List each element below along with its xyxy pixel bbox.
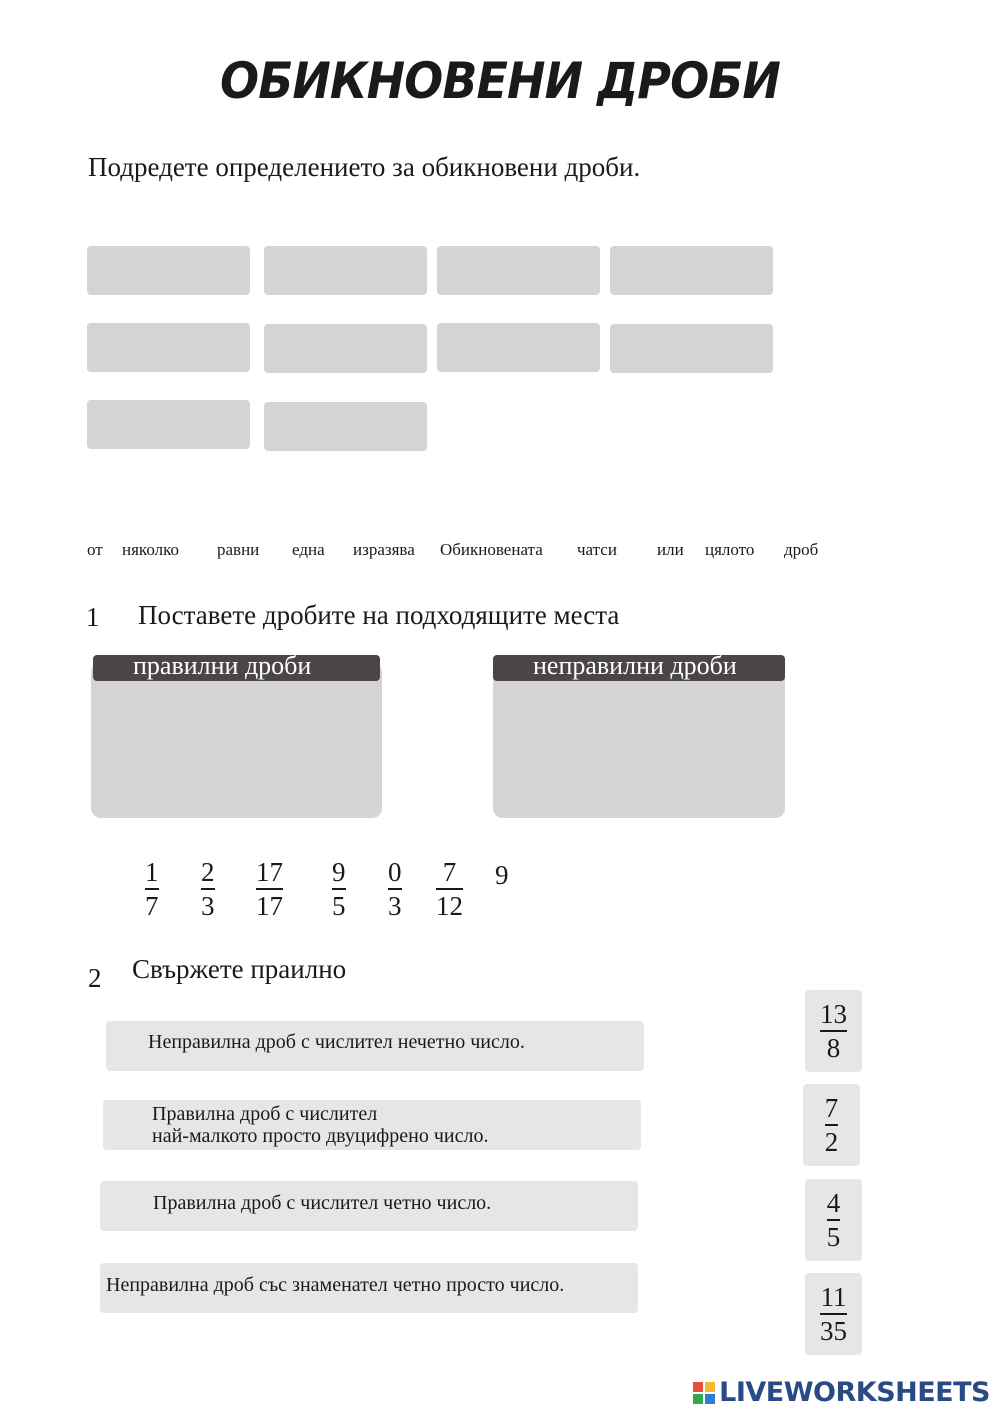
task1-instruction: Поставете дробите на подходящите места: [138, 600, 620, 630]
match-fraction-card[interactable]: [803, 1084, 860, 1166]
drop-slot[interactable]: [264, 324, 427, 373]
task2-instruction: Свържете праилно: [132, 954, 347, 984]
fraction-tile[interactable]: [388, 856, 402, 922]
whole-number-tile[interactable]: 9: [495, 860, 509, 890]
word-tile[interactable]: няколко: [122, 540, 179, 559]
fraction-tile[interactable]: [436, 856, 463, 922]
numerator: 2: [201, 857, 215, 887]
numerator: 7: [442, 857, 457, 887]
match-statement[interactable]: [100, 1263, 638, 1313]
improper-fractions-heading: неправилни дроби: [493, 655, 785, 681]
word-tile[interactable]: една: [292, 540, 325, 559]
logo-icon: [693, 1382, 715, 1404]
statement-line: Правилна дроб с числител: [152, 1103, 378, 1125]
denominator: 35: [820, 1315, 847, 1346]
denominator: 8: [826, 1032, 841, 1063]
numerator: 1: [145, 857, 159, 887]
fraction-tile[interactable]: [332, 856, 346, 922]
logo-text: LIVEWORKSHEETS: [719, 1377, 990, 1408]
denominator: 3: [388, 890, 402, 921]
denominator: 3: [201, 890, 215, 921]
match-fraction-card[interactable]: [805, 990, 862, 1072]
liveworksheets-logo: [693, 1377, 990, 1408]
drop-slot[interactable]: [87, 323, 250, 372]
word-tile[interactable]: цялото: [705, 540, 755, 559]
numerator: 7: [824, 1093, 839, 1124]
task0-instruction: Подредете определението за обикновени дроби.: [88, 152, 641, 182]
statement-line: Неправилна дроб със знаменател четно просто число.: [106, 1274, 565, 1296]
numerator: 17: [256, 857, 283, 887]
word-tile[interactable]: чатси: [577, 540, 617, 559]
drop-slot[interactable]: [264, 402, 427, 451]
proper-fractions-box[interactable]: [91, 662, 382, 818]
statement-line: най-малкото просто двуцифрено число.: [152, 1125, 489, 1147]
statement-line: Неправилна дроб с числител нечетно число.: [148, 1031, 525, 1053]
fraction-tile[interactable]: [256, 856, 283, 922]
drop-slot[interactable]: [87, 400, 250, 449]
denominator: 2: [824, 1126, 839, 1157]
numerator: 4: [826, 1188, 841, 1219]
denominator: 12: [436, 890, 463, 921]
drop-slot[interactable]: [264, 246, 427, 295]
statement-line: Правилна дроб с числител четно число.: [153, 1192, 492, 1214]
denominator: 5: [826, 1221, 841, 1252]
denominator: 5: [332, 890, 346, 921]
match-statement[interactable]: [100, 1181, 638, 1231]
word-tile[interactable]: равни: [217, 540, 260, 559]
drop-slot[interactable]: [87, 246, 250, 295]
denominator: 7: [145, 890, 159, 921]
match-statement[interactable]: [106, 1021, 644, 1071]
drop-slot[interactable]: [610, 246, 773, 295]
word-tile[interactable]: изразява: [353, 540, 415, 559]
drop-slot[interactable]: [437, 323, 600, 372]
fraction-tile[interactable]: [201, 856, 215, 922]
fraction-tile[interactable]: [145, 856, 159, 922]
numerator: 11: [820, 1282, 847, 1313]
word-tile[interactable]: Обикновената: [440, 540, 543, 559]
denominator: 17: [256, 890, 283, 921]
match-fraction-card[interactable]: [805, 1179, 862, 1261]
word-tile[interactable]: или: [657, 540, 684, 559]
drop-slot[interactable]: [610, 324, 773, 373]
drop-slot[interactable]: [437, 246, 600, 295]
word-tile[interactable]: от: [87, 540, 103, 559]
proper-fractions-heading: правилни дроби: [93, 655, 380, 681]
task1-number: 1: [86, 602, 100, 632]
numerator: 13: [820, 999, 847, 1030]
match-statement[interactable]: [103, 1100, 641, 1150]
word-tile[interactable]: дроб: [784, 540, 819, 559]
task2-number: 2: [88, 963, 102, 993]
numerator: 0: [388, 857, 402, 887]
improper-fractions-box[interactable]: [493, 662, 785, 818]
match-fraction-card[interactable]: [805, 1273, 862, 1355]
page-title: ОБИКНОВЕНИ ДРОБИ: [220, 52, 780, 110]
numerator: 9: [332, 857, 346, 887]
